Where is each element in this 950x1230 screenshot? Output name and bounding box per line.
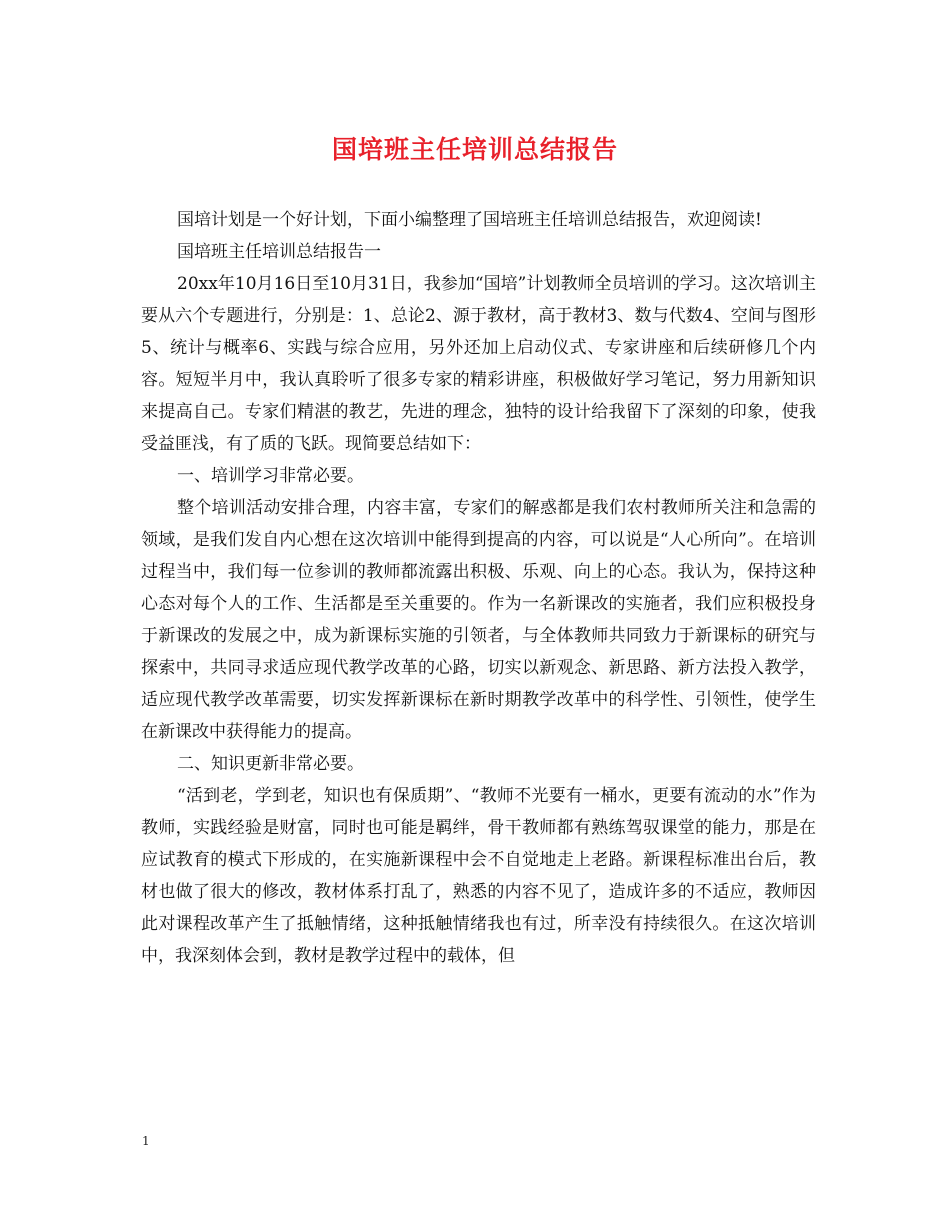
- document-title: 国培班主任培训总结报告: [331, 135, 618, 164]
- page-number: 1: [142, 1134, 150, 1148]
- paragraph-section-title: 国培班主任培训总结报告一: [177, 242, 381, 262]
- paragraph-heading-one: 一、培训学习非常必要。: [177, 466, 364, 486]
- paragraph-heading-two: 二、知识更新非常必要。: [177, 754, 364, 774]
- paragraph-knowledge-update: “活到老，学到老，知识也有保质期”、“教师不光要有一桶水，更要有流动的水”作为教师，实践经验是财富，同时也可能是羁绊，骨干教师都有熟练驾驭课堂的能力，那是在应试教育的模式下形成的，在实施新课程中会不自觉地走上老路。新课程标准出台后，教材也做了很大的修改，教材体系打乱了，熟悉的内容不见了，造成许多的不适应，教师因此对课程改革产生了抵触情绪，这种抵触情绪我也有过，所幸没有持续很久。在这次培训中，我深刻体会到，教材是教学过程中的载体，但: [141, 786, 816, 966]
- paragraph-intro: 国培计划是一个好计划，下面小编整理了国培班主任培训总结报告，欢迎阅读!: [177, 210, 762, 230]
- paragraph-necessity: 整个培训活动安排合理，内容丰富，专家们的解惑都是我们农村教师所关注和急需的领域，是我们发自内心想在这次培训中能得到提高的内容，可以说是“人心所向”。在培训过程当中，我们每一位参训的教师都流露出积极、乐观、向上的心态。我认为，保持这种心态对每个人的工作、生活都是至关重要的。作为一名新课改的实施者，我们应积极投身于新课改的发展之中，成为新课标实施的引领者，与全体教师共同致力于新课标的研究与探索中，共同寻求适应现代教学改革的心路，切实以新观念、新思路、新方法投入教学，适应现代教学改革需要，切实发挥新课标在新时期教学改革中的科学性、引领性，使学生在新课改中获得能力的提高。: [141, 498, 816, 742]
- document-body: [141, 204, 816, 972]
- paragraph-training-overview: 20xx年10月16日至10月31日，我参加“国培”计划教师全员培训的学习。这次培训主要从六个专题进行，分别是：1、总论2、源于教材，高于教材3、数与代数4、空间与图形5、统计与概率6、实践与综合应用，另外还加上启动仪式、专家讲座和后续研修几个内容。短短半月中，我认真聆听了很多专家的精彩讲座，积极做好学习笔记，努力用新知识来提高自己。专家们精湛的教艺，先进的理念，独特的设计给我留下了深刻的印象，使我受益匪浅，有了质的飞跃。现简要总结如下：: [141, 274, 816, 454]
